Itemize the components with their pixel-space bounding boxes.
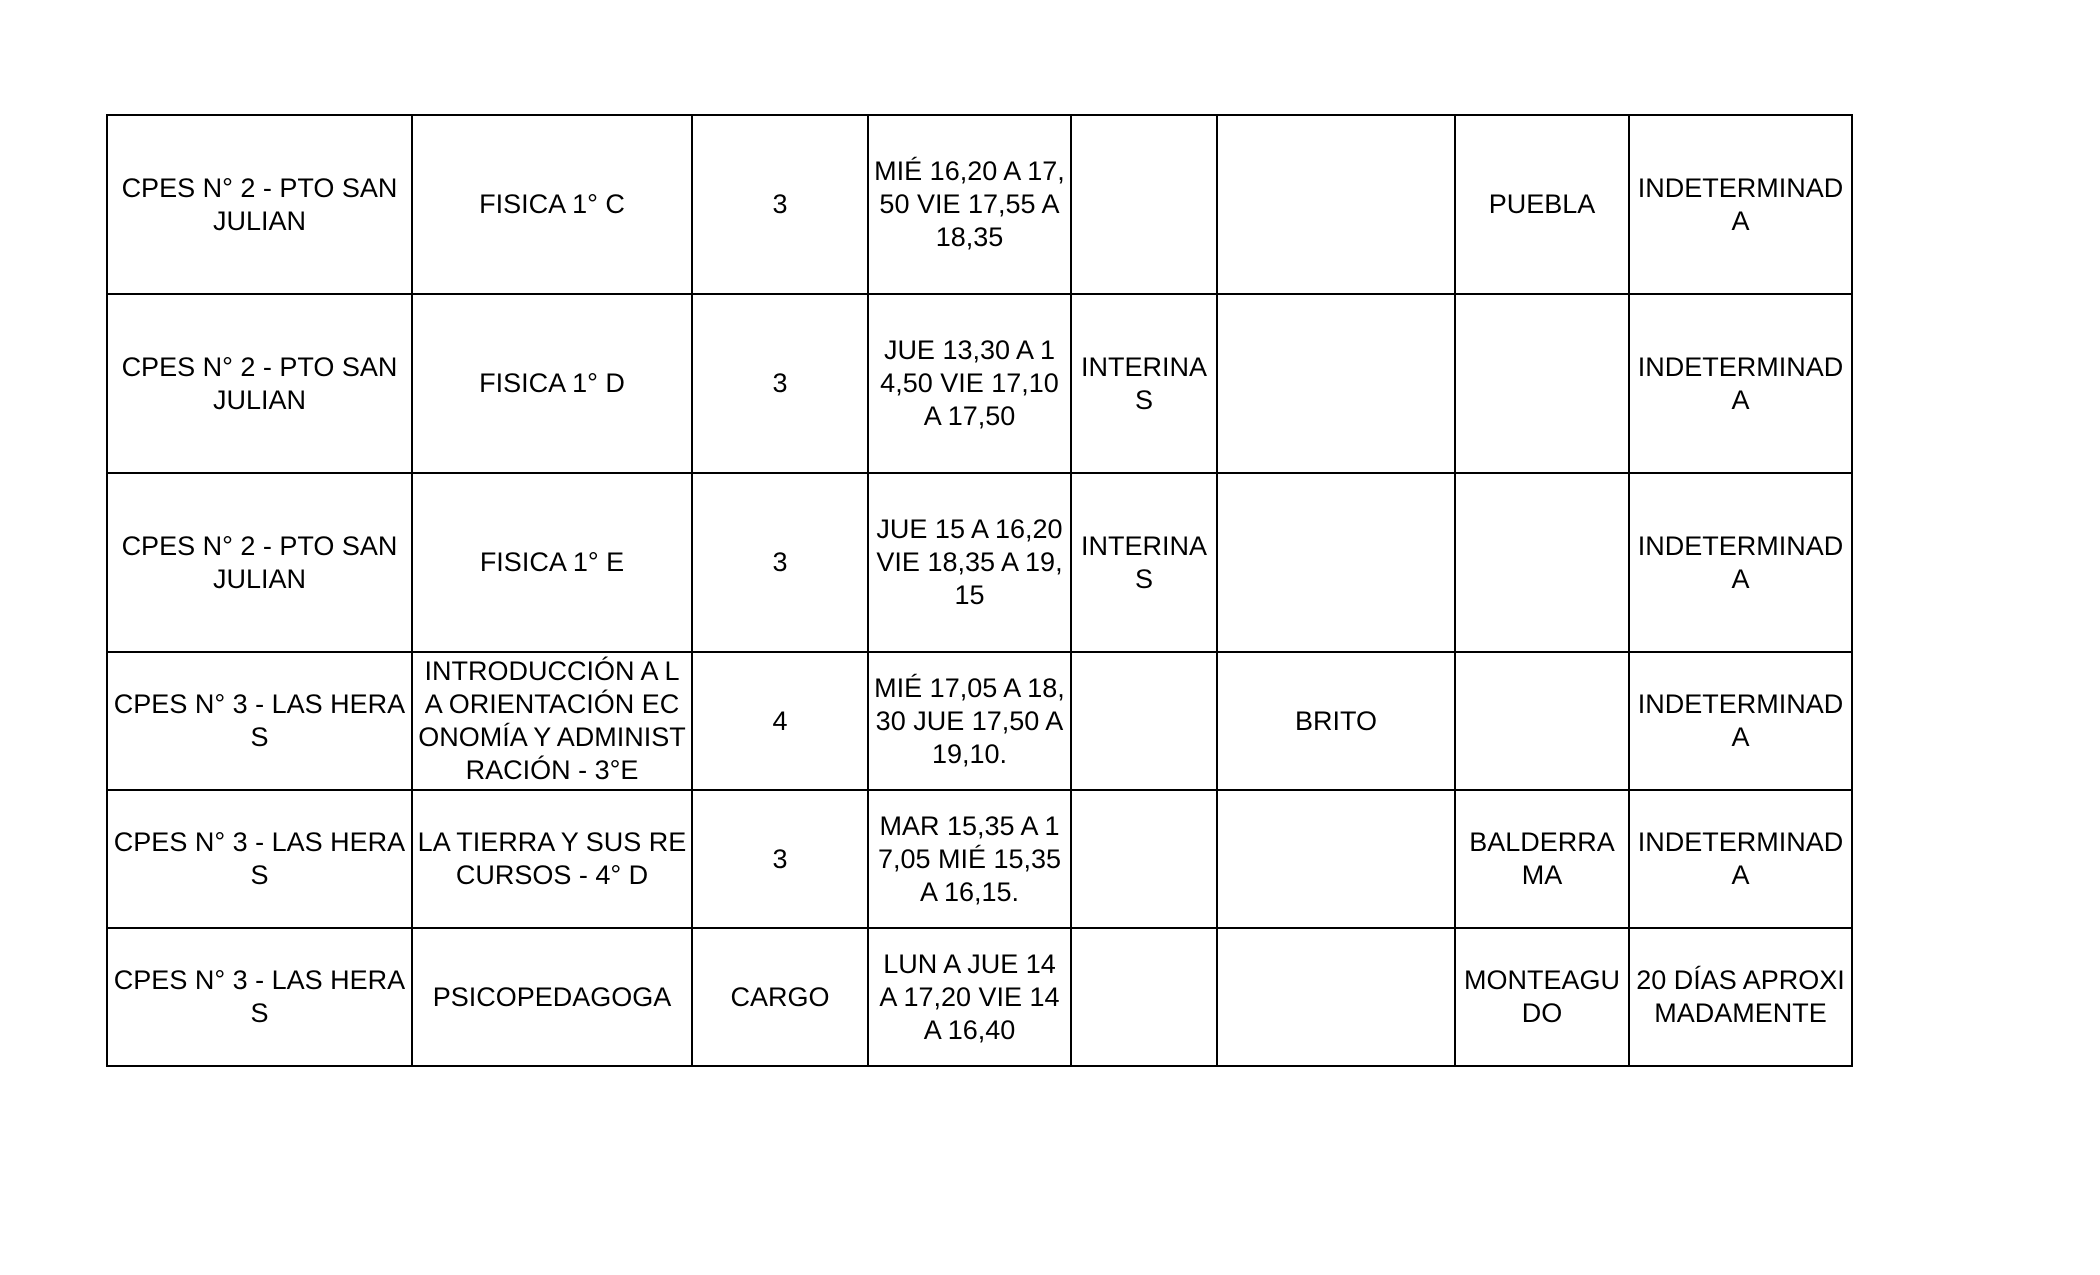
duration-cell: INDETERMINADA	[1629, 473, 1852, 652]
school-cell: CPES N° 2 - PTO SAN JULIAN	[107, 294, 412, 473]
subject-cell: LA TIERRA Y SUS RECURSOS - 4° D	[412, 790, 692, 928]
table-row	[107, 294, 1852, 473]
status-cell: INTERINAS	[1071, 473, 1217, 652]
column-6-cell	[1217, 928, 1455, 1066]
table-body	[107, 115, 1852, 1066]
hours-cell: CARGO	[692, 928, 868, 1066]
duration-cell: INDETERMINADA	[1629, 790, 1852, 928]
school-cell: CPES N° 3 - LAS HERAS	[107, 928, 412, 1066]
status-cell	[1071, 928, 1217, 1066]
column-7-cell	[1455, 473, 1629, 652]
duration-cell: INDETERMINADA	[1629, 294, 1852, 473]
subject-cell: FISICA 1° C	[412, 115, 692, 294]
column-7-cell	[1455, 652, 1629, 790]
duration-cell: 20 DÍAS APROXIMADAMENTE	[1629, 928, 1852, 1066]
status-cell	[1071, 652, 1217, 790]
schedule-cell: JUE 15 A 16,20 VIE 18,35 A 19,15	[868, 473, 1071, 652]
table-row	[107, 115, 1852, 294]
school-cell: CPES N° 3 - LAS HERAS	[107, 652, 412, 790]
subject-text: INTRODUCCIÓN A LA ORIENTACIÓN ECONOMÍA Y ADMINISTRACIÓN - 3°E	[418, 656, 686, 785]
duration-cell: INDETERMINADA	[1629, 652, 1852, 790]
column-7-cell: BALDERRAMA	[1455, 790, 1629, 928]
subject-cell: FISICA 1° E	[412, 473, 692, 652]
schedule-cell: LUN A JUE 14 A 17,20 VIE 14 A 16,40	[868, 928, 1071, 1066]
column-7-cell	[1455, 294, 1629, 473]
column-6-cell	[1217, 473, 1455, 652]
school-cell: CPES N° 2 - PTO SAN JULIAN	[107, 115, 412, 294]
column-7-cell: MONTEAGUDO	[1455, 928, 1629, 1066]
column-6-cell	[1217, 790, 1455, 928]
table-row	[107, 928, 1852, 1066]
school-cell: CPES N° 2 - PTO SAN JULIAN	[107, 473, 412, 652]
status-cell	[1071, 790, 1217, 928]
schedule-cell: JUE 13,30 A 14,50 VIE 17,10 A 17,50	[868, 294, 1071, 473]
schedule-cell: MAR 15,35 A 17,05 MIÉ 15,35 A 16,15.	[868, 790, 1071, 928]
column-7-cell: PUEBLA	[1455, 115, 1629, 294]
hours-cell: 3	[692, 790, 868, 928]
status-cell: INTERINAS	[1071, 294, 1217, 473]
hours-cell: 4	[692, 652, 868, 790]
column-6-cell	[1217, 294, 1455, 473]
duration-cell: INDETERMINADA	[1629, 115, 1852, 294]
hours-cell: 3	[692, 115, 868, 294]
schedule-cell: MIÉ 16,20 A 17,50 VIE 17,55 A 18,35	[868, 115, 1071, 294]
subject-cell: PSICOPEDAGOGA	[412, 928, 692, 1066]
subject-clip	[417, 653, 687, 789]
column-6-cell	[1217, 115, 1455, 294]
schedule-cell: MIÉ 17,05 A 18,30 JUE 17,50 A 19,10.	[868, 652, 1071, 790]
hours-cell: 3	[692, 294, 868, 473]
status-cell	[1071, 115, 1217, 294]
column-6-cell: BRITO	[1217, 652, 1455, 790]
vacancies-table	[106, 114, 1853, 1067]
table-row	[107, 652, 1852, 790]
subject-cell	[412, 652, 692, 790]
table-row	[107, 473, 1852, 652]
hours-cell: 3	[692, 473, 868, 652]
subject-cell: FISICA 1° D	[412, 294, 692, 473]
school-cell: CPES N° 3 - LAS HERAS	[107, 790, 412, 928]
table-row	[107, 790, 1852, 928]
